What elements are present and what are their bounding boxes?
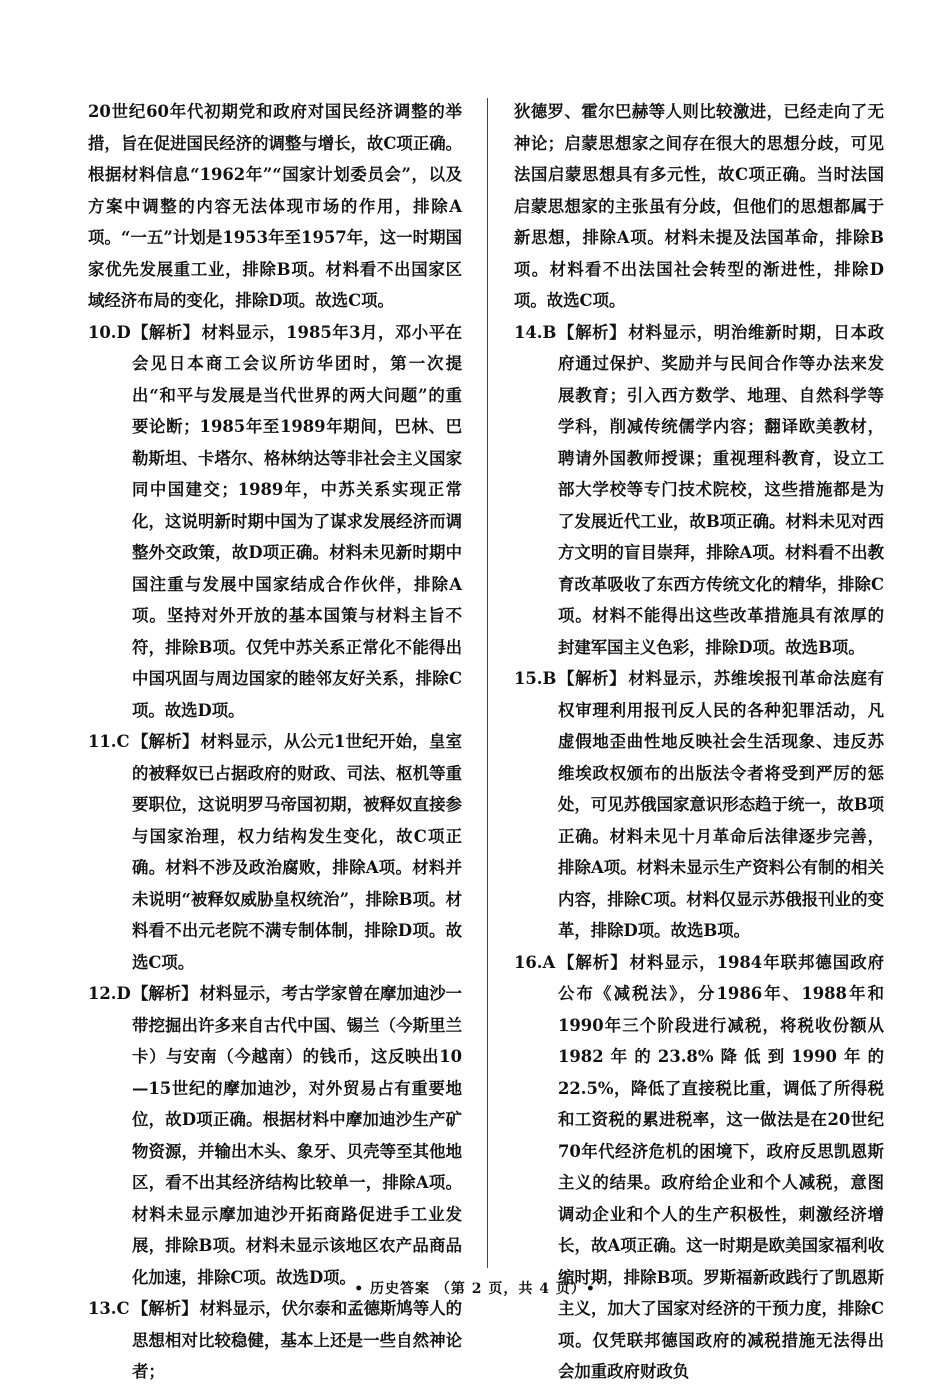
answer-number: 14.B [514,322,557,342]
answer-text: 材料显示，1985年3月，邓小平在会见日本商工会议所访华团时，第一次提出“和平与发展是当代世界的两大问题”的重要论断；1985年至1989年期间，巴林、巴勒斯坦、卡塔尔、格林纳达等非社会主义国家同中国建交；1989年，中苏关系实现正常化，这说明新时期中国为了谋求发展经济而调整外交政策，故D项正确。材料未见新时期中国注重与发展中国家结成合作伙伴，排除A项。坚持对外开放的基本国策与材料主旨不符，排除B项。仅凭中苏关系正常化不能得出中国巩固与周边国家的睦邻友好关系，排除C项。故选D项。 [132,322,463,720]
answer-text: 材料显示，从公元1世纪开始，皇室的被释奴已占据政府的财政、司法、枢机等重要职位，这说明罗马帝国初期，被释奴直接参与国家治理，权力结构发生变化，故C项正确。材料不涉及政治腐败，排除A项。材料并未说明“被释奴威胁皇权统治”，排除B项。材料看不出元老院不满专制体制，排除D项。故选C项。 [132,732,463,972]
answer-number: 13.C [88,1299,130,1318]
answer-text: 材料显示，苏维埃报刊革命法庭有权审理利用报刊反人民的各种犯罪活动，凡虚假地歪曲性地反映社会生活现象、违反苏维埃政权颁布的出版法令者将受到严厉的惩处，可见苏俄国家意识形态趋于统一，故B项正确。材料未见十月革命后法律逐步完善，排除A项。材料未显示生产资料公有制的相关内容，排除C项。材料仅显示苏俄报刊业的变革，排除D项。故选B项。 [558,669,885,940]
continuation-paragraph: 20世纪60年代初期党和政府对国民经济调整的举措，旨在促进国民经济的调整与增长，故C项正确。根据材料信息“1962年”“国家计划委员会”，以及方案中调整的内容无法体现市场的作用，排除A项。“一五”计划是1953年至1957年，这一时期国家优先发展重工业，排除B项。材料看不出国家区域经济布局的变化，排除D项。故选C项。 [88,102,462,310]
answer-number: 15.B [514,669,557,688]
answer-number: 11.C [88,732,130,751]
analysis-tag: 【解析】 [132,732,199,751]
analysis-tag: 【解析】 [132,1299,198,1318]
answer-item-13 [88,1293,462,1388]
answer-text: 材料显示，考古学家曾在摩加迪沙一带挖掘出许多来自古代中国、锡兰（今斯里兰卡）与安南（今越南）的钱币，这反映出10—15世纪的摩加迪沙，对外贸易占有重要地位，故D项正确。根据材料中摩加迪沙生产矿物资源，并输出木头、象牙、贝壳等至其他地区，看不出其经济结构比较单一，排除A项。材料未显示摩加迪沙开拓商路促进手工业发展，排除B项。材料未显示该地区农产品商品化加速，排除C项。故选D项。 [132,984,463,1287]
analysis-tag: 【解析】 [558,669,627,688]
answer-item-15 [514,663,884,947]
answer-text: 材料显示，伏尔泰和孟德斯鸠等人的思想相对比较稳健，基本上还是一些自然神论者； [132,1299,463,1381]
left-column [88,96,462,1388]
analysis-tag: 【解析】 [558,952,628,972]
analysis-tag: 【解析】 [558,322,627,342]
answer-item-12 [88,978,462,1293]
answer-number: 12.D [88,984,131,1003]
answer-number: 10.D [88,322,131,342]
analysis-tag: 【解析】 [132,322,200,342]
answer-item-16 [514,947,884,1388]
answer-item-11 [88,726,462,978]
answer-text: 材料显示，1984年联邦德国政府公布《减税法》，分1986年、1988年和1990年三个阶段进行减税，将税收份额从1982年的23.8%降低到1990年的22.5%，降低了直接税比重，调低了所得税和工资税的累进税率，这一做法是在20世纪70年代经济危机的困境下，政府反思凯恩斯主义的结果。政府给企业和个人减税，意图调动企业和个人的生产积极性，刺激经济增长，故A项正确。这一时期是欧美国家福利收缩时期，排除B项。罗斯福新政践行了凯恩斯主义，加大了国家对经济的干预力度，排除C项。仅凭联邦德国政府的减税措施无法得出会加重政府财政负 [558,952,884,1381]
answer-item-10 [88,317,462,727]
right-column [514,96,884,1388]
page-footer: • 历史答案 （第 2 页，共 4 页）• [354,1281,596,1297]
answer-number: 16.A [514,952,556,972]
continuation-paragraph: 狄德罗、霍尔巴赫等人则比较激进，已经走向了无神论；启蒙思想家之间存在很大的思想分歧，可见法国启蒙思想具有多元性，故C项正确。当时法国启蒙思想家的主张虽有分歧，但他们的思想都属于新思想，排除A项。材料未提及法国革命，排除B项。材料看不出法国社会转型的渐进性，排除D项。故选C项。 [514,102,884,310]
analysis-tag: 【解析】 [132,984,198,1003]
column-divider [487,98,488,1268]
answer-item-14 [514,317,884,664]
answer-text: 材料显示，明治维新时期，日本政府通过保护、奖励并与民间合作等办法来发展教育；引入西方数学、地理、自然科学等学科，削减传统儒学内容；翻译欧美教材，聘请外国教师授课；重视理科教育，设立工部大学校等专门技术院校，这些措施都是为了发展近代工业，故B项正确。材料未见对西方文明的盲目崇拜，排除A项。材料看不出教育改革吸收了东西方传统文化的精华，排除C项。材料不能得出这些改革措施具有浓厚的封建军国主义色彩，排除D项。故选B项。 [558,322,885,657]
